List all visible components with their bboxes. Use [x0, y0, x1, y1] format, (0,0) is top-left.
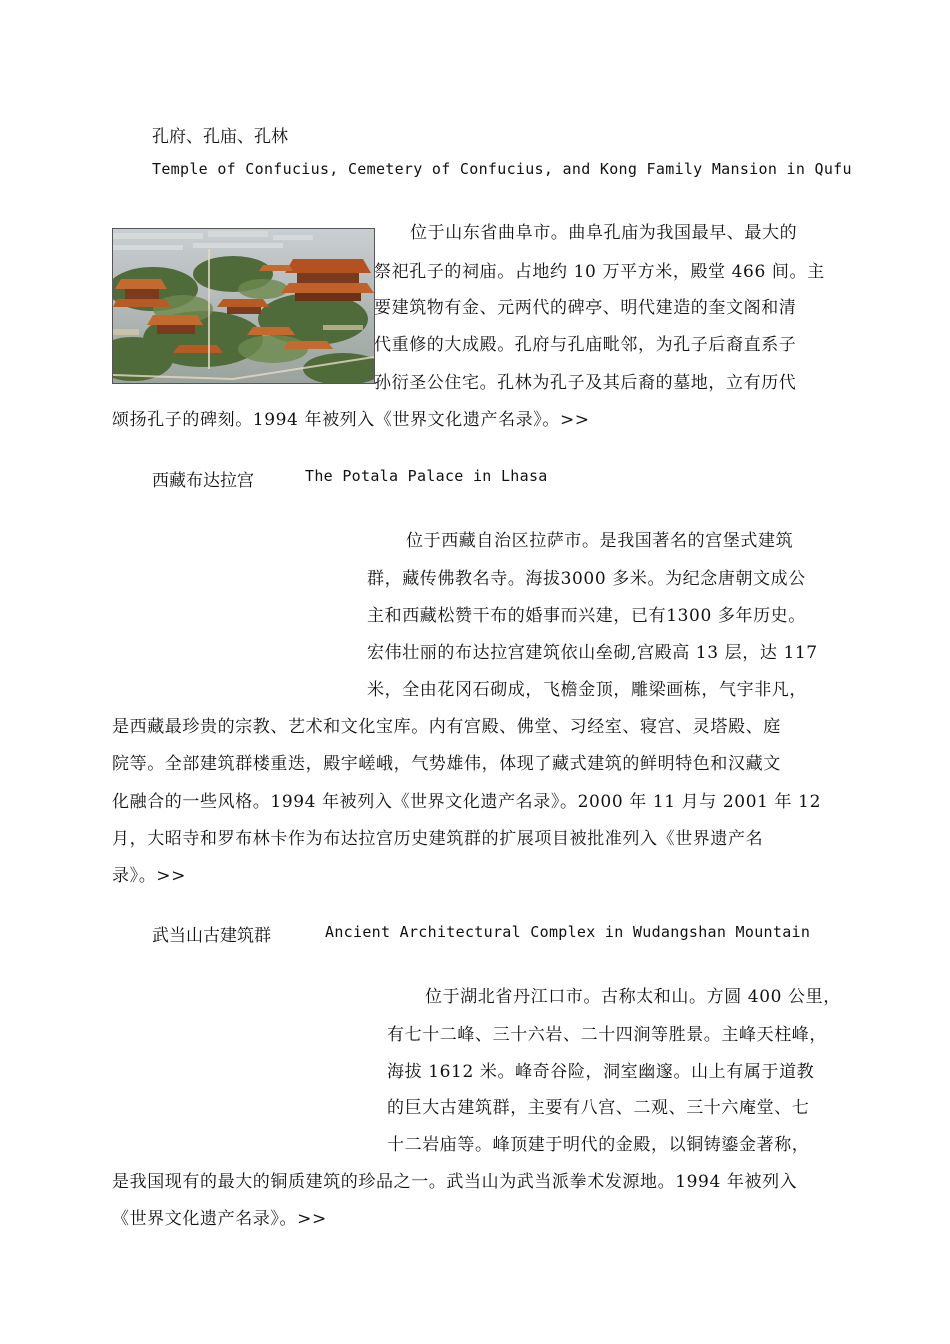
- section-2-line-9: 月，大昭寺和罗布林卡作为布达拉宫历史建筑群的扩展项目被批准列入《世界遗产名: [112, 829, 764, 849]
- section-2-line-1: 位于西藏自治区拉萨市。是我国著名的宫堡式建筑: [406, 531, 794, 551]
- section-3-line-7: 《世界文化遗产名录》。>>: [112, 1209, 327, 1229]
- section-1-title-cn: 孔府、孔庙、孔林: [152, 127, 288, 147]
- section-1-line-6: 颂扬孔子的碑刻。1994 年被列入《世界文化遗产名录》。>>: [112, 410, 590, 430]
- section-2-line-6: 是西藏最珍贵的宗教、艺术和文化宝库。内有宫殿、佛堂、习经室、寝宫、灵塔殿、庭: [112, 717, 781, 737]
- section-3-line-1: 位于湖北省丹江口市。古称太和山。方圆 400 公里，: [425, 987, 841, 1007]
- section-1-title-en: Temple of Confucius, Cemetery of Confucius, and Kong Family Mansion in Qufu: [152, 160, 852, 178]
- section-3-title-cn: 武当山古建筑群: [152, 926, 271, 946]
- section-2-title-en: The Potala Palace in Lhasa: [305, 467, 548, 485]
- section-2-line-5: 米，全由花冈石砌成，飞檐金顶，雕梁画栋，气宇非凡，: [367, 680, 807, 700]
- section-2-line-3: 主和西藏松赞干布的婚事而兴建，已有1300 多年历史。: [367, 606, 806, 626]
- temple-of-confucius-photo: [112, 228, 375, 384]
- section-1-line-5: 孙衍圣公住宅。孔林为孔子及其后裔的墓地，立有历代: [374, 373, 797, 393]
- section-3-line-3: 海拔 1612 米。峰奇谷险，洞室幽邃。山上有属于道教: [387, 1062, 815, 1082]
- section-3-line-2: 有七十二峰、三十六岩、二十四涧等胜景。主峰天柱峰，: [387, 1025, 827, 1045]
- section-3-line-5: 十二岩庙等。峰顶建于明代的金殿，以铜铸鎏金著称，: [387, 1135, 810, 1155]
- section-2-line-8: 化融合的一些风格。1994 年被列入《世界文化遗产名录》。2000 年 11 月与 2001 年 12: [112, 792, 821, 812]
- section-1-line-1: 位于山东省曲阜市。曲阜孔庙为我国最早、最大的: [410, 223, 798, 243]
- section-2-line-7: 院等。全部建筑群楼重迭，殿宇嵯峨，气势雄伟，体现了藏式建筑的鲜明特色和汉藏文: [112, 754, 781, 774]
- section-1-line-4: 代重修的大成殿。孔府与孔庙毗邻，为孔子后裔直系子: [374, 335, 797, 355]
- section-2-title-cn: 西藏布达拉宫: [152, 471, 254, 491]
- section-1-line-2: 祭祀孔子的祠庙。占地约 10 万平方米，殿堂 466 间。主: [374, 262, 825, 282]
- section-2-line-10: 录》。>>: [112, 866, 186, 886]
- section-1-line-3: 要建筑物有金、元两代的碑亭、明代建造的奎文阁和清: [374, 298, 797, 318]
- section-2-line-4: 宏伟壮丽的布达拉宫建筑依山垒砌,宫殿高 13 层，达 117: [367, 643, 818, 663]
- section-3-title-en: Ancient Architectural Complex in Wudangshan Mountain: [325, 923, 811, 941]
- section-2-line-2: 群，藏传佛教名寺。海拔3000 多米。为纪念唐朝文成公: [367, 569, 806, 589]
- section-3-line-4: 的巨大古建筑群，主要有八宫、二观、三十六庵堂、七: [387, 1098, 810, 1118]
- section-3-line-6: 是我国现有的最大的铜质建筑的珍品之一。武当山为武当派拳术发源地。1994 年被列入: [112, 1172, 798, 1192]
